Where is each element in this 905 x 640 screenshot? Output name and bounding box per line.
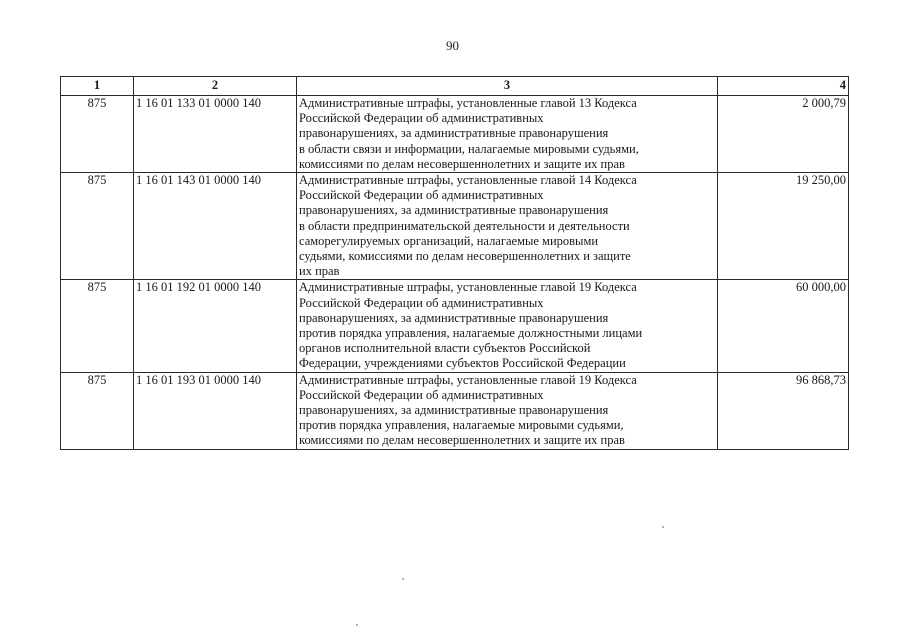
scan-speck	[662, 526, 664, 528]
admin-code-cell: 875	[61, 173, 134, 280]
description-line: Российской Федерации об административных	[299, 111, 544, 126]
description-line: против порядка управления, налагаемые мировыми судьями,	[299, 418, 624, 433]
admin-code-cell: 875	[61, 372, 134, 449]
description-cell	[297, 372, 718, 449]
description-line: правонарушениях, за административные правонарушения	[299, 403, 609, 418]
description-cell	[297, 96, 718, 173]
description-line: их прав	[299, 264, 340, 279]
budget-code-cell: 1 16 01 133 01 0000 140	[134, 96, 297, 173]
admin-code-cell: 875	[61, 96, 134, 173]
description-line: Административные штрафы, установленные главой 14 Кодекса	[299, 173, 637, 188]
header-col-2: 2	[134, 77, 297, 96]
revenue-table	[60, 76, 849, 450]
description-cell	[297, 173, 718, 280]
header-col-1: 1	[61, 77, 134, 96]
amount-cell: 2 000,79	[718, 96, 849, 173]
admin-code-cell: 875	[61, 280, 134, 372]
table-row	[61, 96, 849, 173]
description-line: правонарушениях, за административные правонарушения	[299, 126, 609, 141]
table-row	[61, 280, 849, 372]
description-line: Российской Федерации об административных	[299, 387, 544, 402]
description-line: Российской Федерации об административных	[299, 188, 544, 203]
description-line: органов исполнительной власти субъектов Российской	[299, 341, 591, 356]
description-line: судьями, комиссиями по делам несовершеннолетних и защите	[299, 249, 631, 264]
description-line: Административные штрафы, установленные главой 19 Кодекса	[299, 372, 637, 387]
description-line: в области предпринимательской деятельности и деятельности	[299, 218, 630, 233]
table-row	[61, 173, 849, 280]
amount-cell: 96 868,73	[718, 372, 849, 449]
budget-code-cell: 1 16 01 192 01 0000 140	[134, 280, 297, 372]
description-line: против порядка управления, налагаемые должностными лицами	[299, 326, 643, 341]
description-line: Административные штрафы, установленные главой 13 Кодекса	[299, 96, 637, 110]
description-line: Российской Федерации об административных	[299, 295, 544, 310]
description-line: Федерации, учреждениями субъектов Российской Федерации	[299, 356, 626, 371]
budget-code-cell: 1 16 01 193 01 0000 140	[134, 372, 297, 449]
header-col-3: 3	[297, 77, 718, 96]
description-line: в области связи и информации, налагаемые мировыми судьями,	[299, 141, 639, 156]
description-line: комиссиями по делам несовершеннолетних и защите их прав	[299, 156, 625, 171]
description-line: комиссиями по делам несовершеннолетних и защите их прав	[299, 433, 625, 448]
table-header-row	[61, 77, 849, 96]
description-line: правонарушениях, за административные правонарушения	[299, 310, 609, 325]
scan-speck	[356, 624, 358, 626]
amount-cell: 60 000,00	[718, 280, 849, 372]
table-row	[61, 372, 849, 449]
description-line: Административные штрафы, установленные главой 19 Кодекса	[299, 280, 637, 295]
description-line: правонарушениях, за административные правонарушения	[299, 203, 609, 218]
budget-code-cell: 1 16 01 143 01 0000 140	[134, 173, 297, 280]
description-cell	[297, 280, 718, 372]
header-col-4: 4	[718, 77, 849, 96]
page-number: 90	[446, 38, 459, 53]
scan-speck	[402, 578, 404, 580]
description-line: саморегулируемых организаций, налагаемые мировыми	[299, 233, 599, 248]
amount-cell: 19 250,00	[718, 173, 849, 280]
